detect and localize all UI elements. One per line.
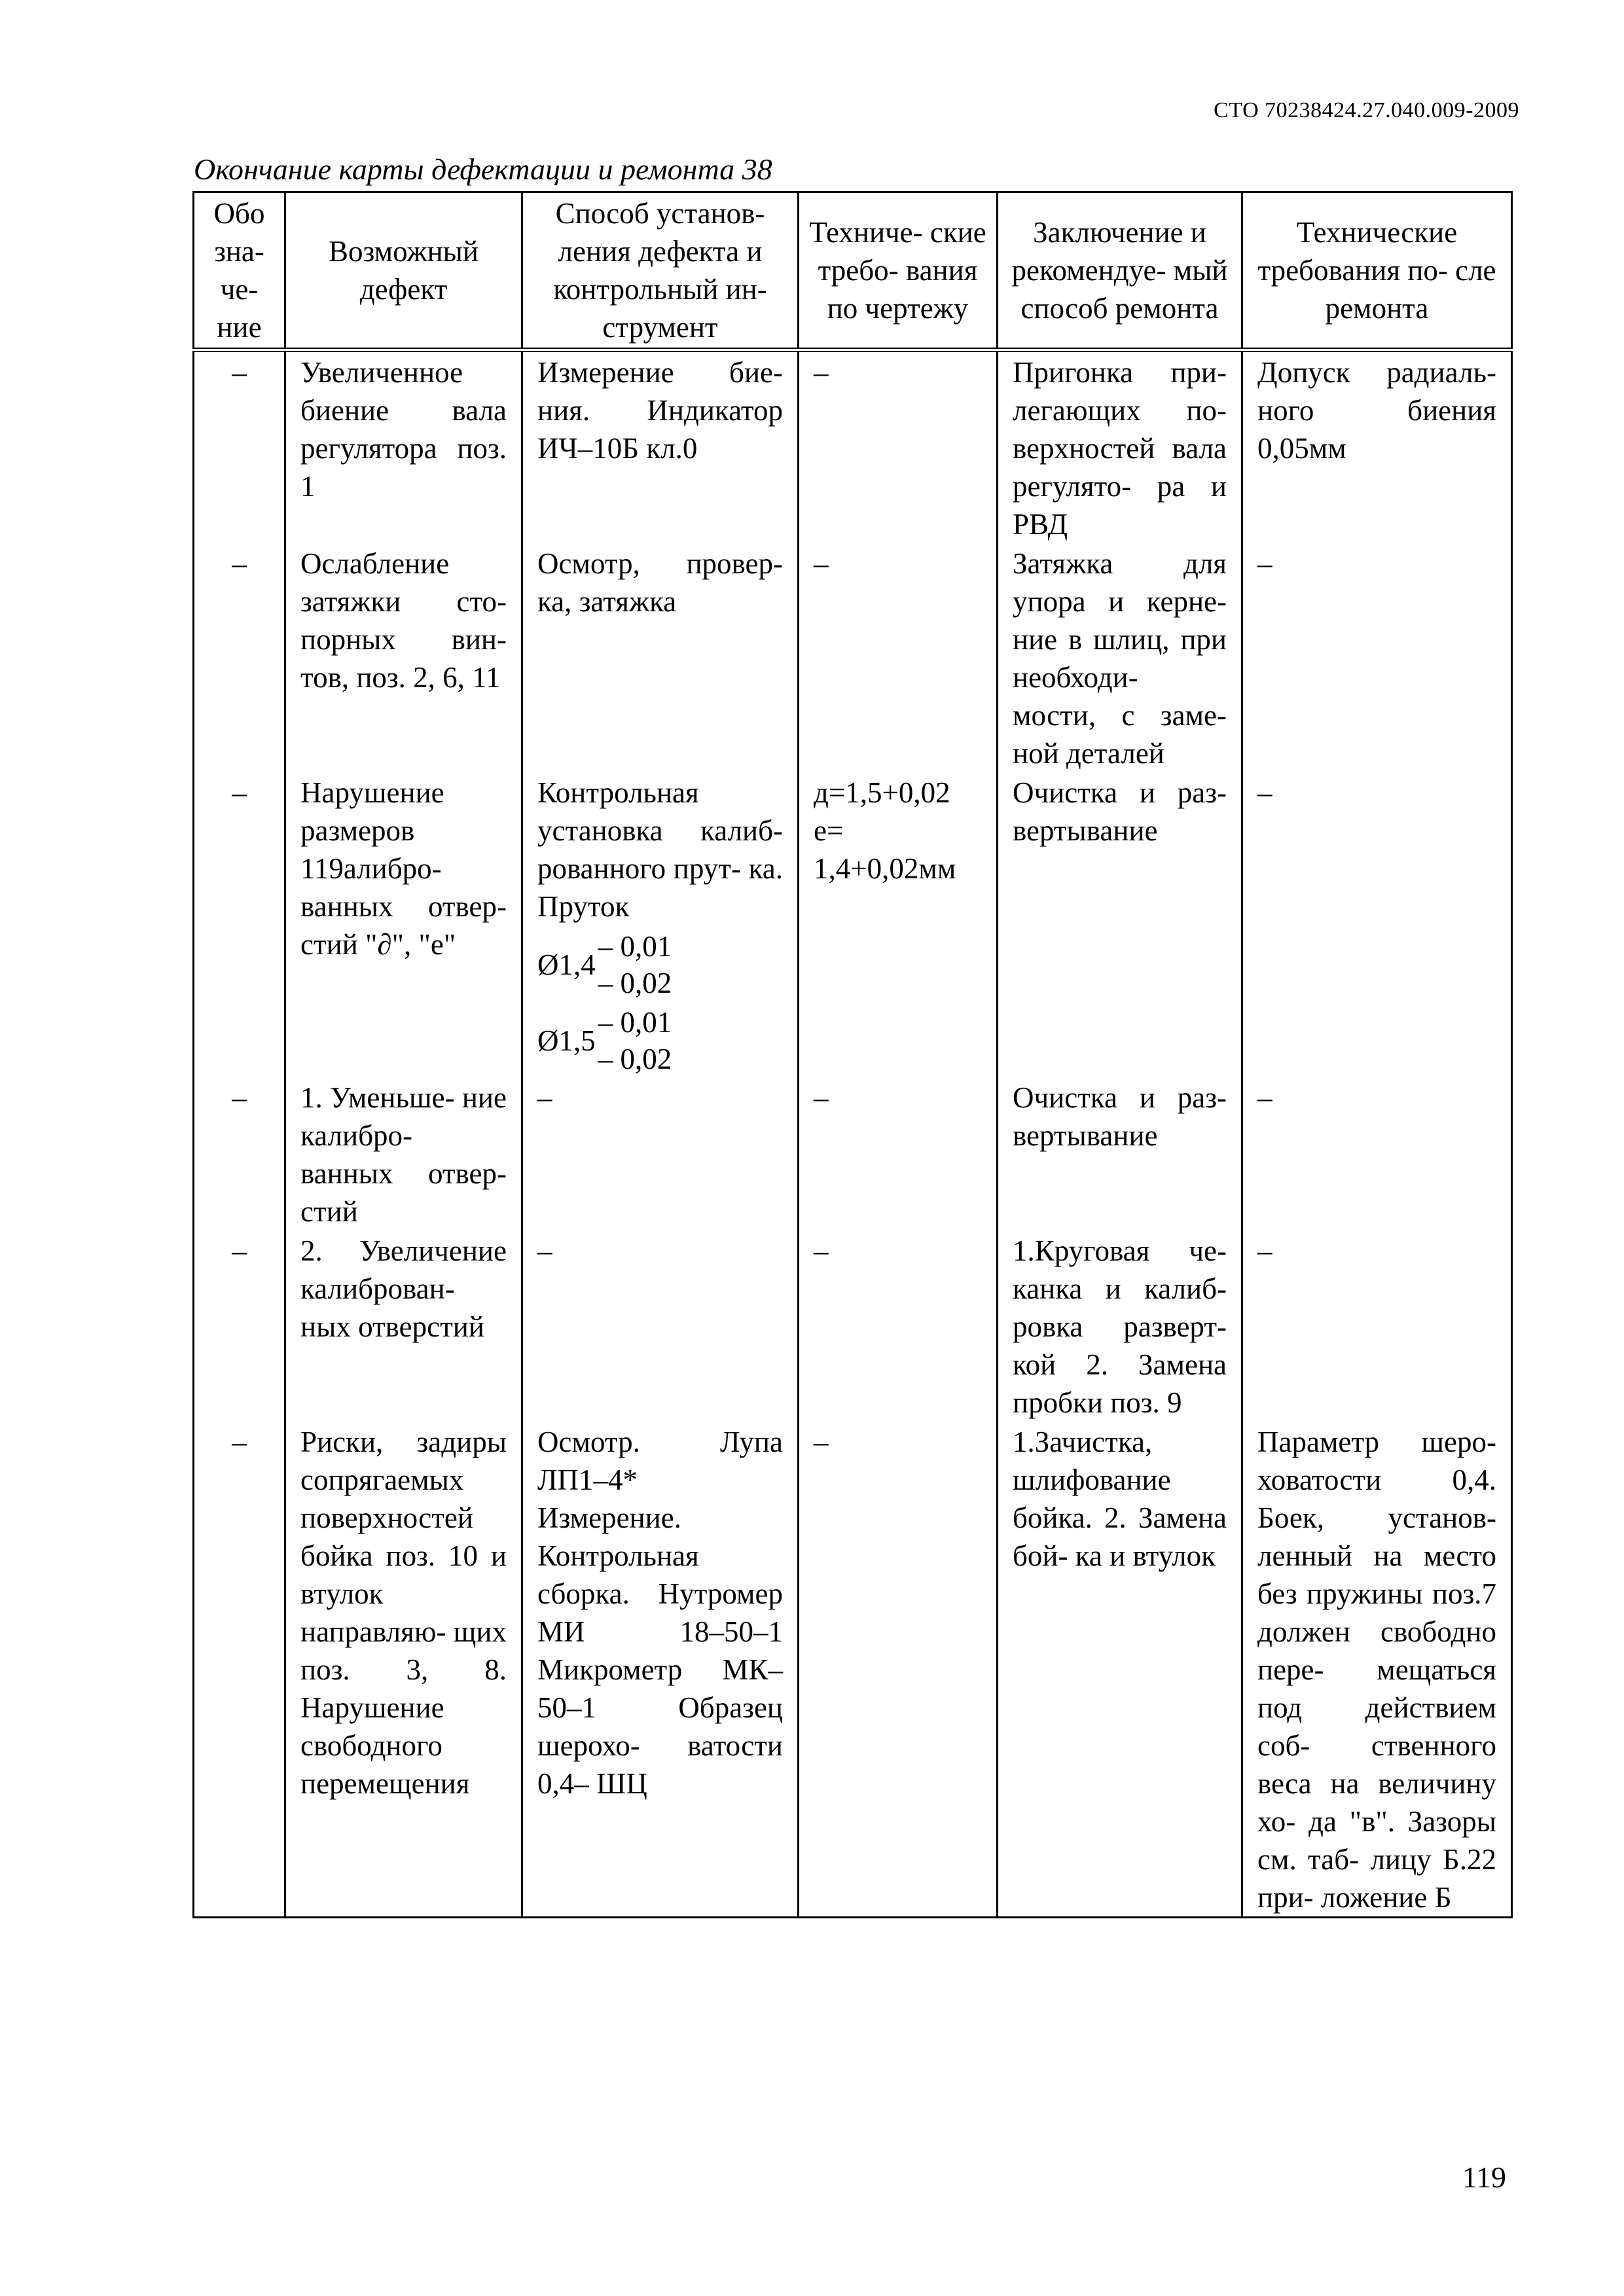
col-header-drawing-req: Техниче- ские требо- вания по чертежу [799,192,998,350]
col-header-after-repair: Технические требования по- сле ремонта [1242,192,1512,350]
cell-designation: – [194,543,285,772]
table-caption: Окончание карты дефектации и ремонта 38 [194,152,772,186]
cell-defect: Увеличенное биение вала регулятора поз. 1 [285,350,522,544]
tolerance-lower: – 0,02 [598,1043,672,1075]
cell-defect: Ослабление затяжки сто- порных вин- тов, поз. 2, 6, 11 [285,543,522,772]
cell-after-repair: – [1242,772,1512,1077]
cell-designation: – [194,772,285,1077]
tolerance-base: Ø1,4 [537,948,596,981]
table-row [194,1422,1512,1918]
cell-method: – [522,1230,799,1422]
tolerance-2 [537,1004,783,1077]
cell-method: Осмотр. Лупа ЛП1–4* Измерение. Контрольная сборка. Нутромер МИ 18–50–1 Микрометр МК–50–1 Образец шерохо- ватости 0,4– ШЦ [522,1422,799,1918]
cell-repair: Пригонка при- легающих по- верхностей вала регулято- ра и РВД [998,350,1242,544]
cell-repair: Очистка и раз- вертывание [998,772,1242,1077]
cell-after-repair: – [1242,1230,1512,1422]
cell-defect: 2. Увеличение калиброван- ных отверстий [285,1230,522,1422]
page-number: 119 [1462,2161,1506,2194]
col-header-method: Способ установ- ления дефекта и контрольный ин- струмент [522,192,799,350]
cell-after-repair: – [1242,543,1512,772]
col-header-designation: Обо зна- че- ние [194,192,285,350]
cell-defect: Риски, задиры сопрягаемых поверхностей бойка поз. 10 и втулок направляю- щих поз. 3, 8. Нарушение свободного перемещения [285,1422,522,1918]
table-row [194,1230,1512,1422]
cell-method: Осмотр, провер- ка, затяжка [522,543,799,772]
cell-designation: – [194,1077,285,1230]
col-header-defect: Возможный дефект [285,192,522,350]
table-row [194,350,1512,544]
cell-repair: 1.Зачистка, шлифование бойка. 2. Замена бой- ка и втулок [998,1422,1242,1918]
method-text: Контрольная установка калиб- рованного прут- ка. Пруток [537,776,783,923]
defect-repair-table [192,191,1513,1918]
cell-repair: Затяжка для упора и керне- ние в шлиц, при необходи- мости, с заме- ной деталей [998,543,1242,772]
tolerance-limits [598,928,672,1001]
cell-defect: 1. Уменьше- ние калибро- ванных отвер- стий [285,1077,522,1230]
cell-after-repair: Допуск радиаль- ного биения 0,05мм [1242,350,1512,544]
tolerance-limits [598,1004,672,1077]
cell-method: – [522,1077,799,1230]
cell-method: Измерение бие- ния. Индикатор ИЧ–10Б кл.0 [522,350,799,544]
table-row [194,1077,1512,1230]
tolerance-lower: – 0,02 [598,967,672,999]
cell-drawing-req: д=1,5+0,02 е= 1,4+0,02мм [799,772,998,1077]
cell-designation: – [194,350,285,544]
tolerance-upper: – 0,01 [598,1006,672,1039]
cell-drawing-req: – [799,350,998,544]
cell-drawing-req: – [799,1422,998,1918]
cell-after-repair: Параметр шеро- ховатости 0,4. Боек, установ- ленный на место без пружины поз.7 должен свободно пере- мещаться под действием соб- ственного веса на величину хо- да "в". Зазоры см. таб- лицу Б.22 при- ложение Б [1242,1422,1512,1918]
cell-drawing-req: – [799,1230,998,1422]
cell-drawing-req: – [799,543,998,772]
table-header-row [194,192,1512,350]
table-row [194,772,1512,1077]
standard-code: СТО 70238424.27.040.009-2009 [1214,98,1519,122]
cell-designation: – [194,1230,285,1422]
tolerance-upper: – 0,01 [598,930,672,963]
cell-repair: 1.Круговая че- канка и калиб- ровка разверт- кой 2. Замена пробки поз. 9 [998,1230,1242,1422]
tolerance-1 [537,928,783,1001]
cell-method [522,772,799,1077]
tolerance-base: Ø1,5 [537,1024,596,1057]
cell-designation: – [194,1422,285,1918]
cell-drawing-req: – [799,1077,998,1230]
cell-repair: Очистка и раз- вертывание [998,1077,1242,1230]
col-header-repair: Заключение и рекомендуе- мый способ ремонта [998,192,1242,350]
cell-after-repair: – [1242,1077,1512,1230]
table-row [194,543,1512,772]
cell-defect: Нарушение размеров 119алибро- ванных отвер- стий "∂", "е" [285,772,522,1077]
